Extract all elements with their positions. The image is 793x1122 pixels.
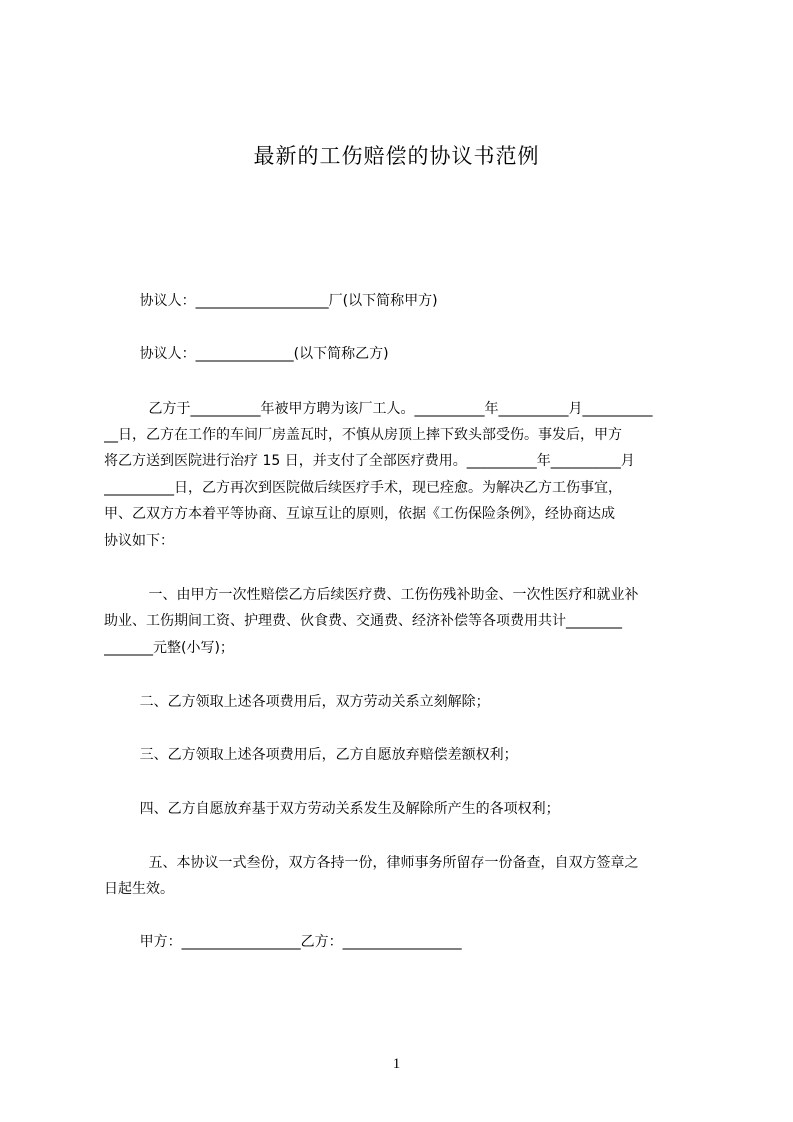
clause-five-line: 日起生效。: [104, 881, 174, 897]
document-title: 最新的工伤赔偿的协议书范例: [253, 144, 540, 168]
clause-one-line: _______元整(小写)；: [104, 640, 234, 656]
clause-one-line: 助业、工伤期间工资、护理费、伙食费、交通费、经济补偿等各项费用共计________: [104, 613, 622, 629]
clause-three-line: 三、乙方领取上述各项费用后，乙方自愿放弃赔偿差额权利；: [104, 747, 518, 763]
party-b-line: 协议人：______________(以下简称乙方): [104, 346, 389, 362]
signature-line: 甲方：_________________乙方：_________________: [104, 934, 462, 950]
paragraph-line: 乙方于__________年被甲方聘为该厂工人。__________年__________月__________: [104, 401, 653, 417]
clause-four-line: 四、乙方自愿放弃基于双方劳动关系发生及解除所产生的各项权利；: [104, 801, 560, 817]
paragraph-line: 将乙方送到医院进行治疗 15 日，并支付了全部医疗费用。__________年__________月: [104, 453, 635, 469]
clause-five-line: 五、本协议一式叁份，双方各持一份，律师事务所留存一份备查，自双方签章之: [104, 855, 639, 871]
clause-one-line: 一、由甲方一次性赔偿乙方后续医疗费、工伤伤残补助金、一次性医疗和就业补: [104, 587, 639, 603]
paragraph-line: 甲、乙双方方本着平等协商、互谅互让的原则，依据《工伤保险条例》，经协商达成: [104, 506, 615, 522]
clause-two-line: 二、乙方领取上述各项费用后，双方劳动关系立刻解除；: [104, 694, 490, 710]
paragraph-line: __日，乙方在工作的车间厂房盖瓦时，不慎从房顶上摔下致头部受伤。事发后，甲方: [104, 427, 622, 443]
paragraph-line: 协议如下：: [104, 533, 174, 549]
paragraph-line: __________日，乙方再次到医院做后续医疗手术，现已痊愈。为解决乙方工伤事宜，: [104, 480, 622, 496]
party-a-line: 协议人：___________________厂(以下简称甲方): [104, 293, 438, 309]
page-number: 1: [392, 1056, 401, 1072]
